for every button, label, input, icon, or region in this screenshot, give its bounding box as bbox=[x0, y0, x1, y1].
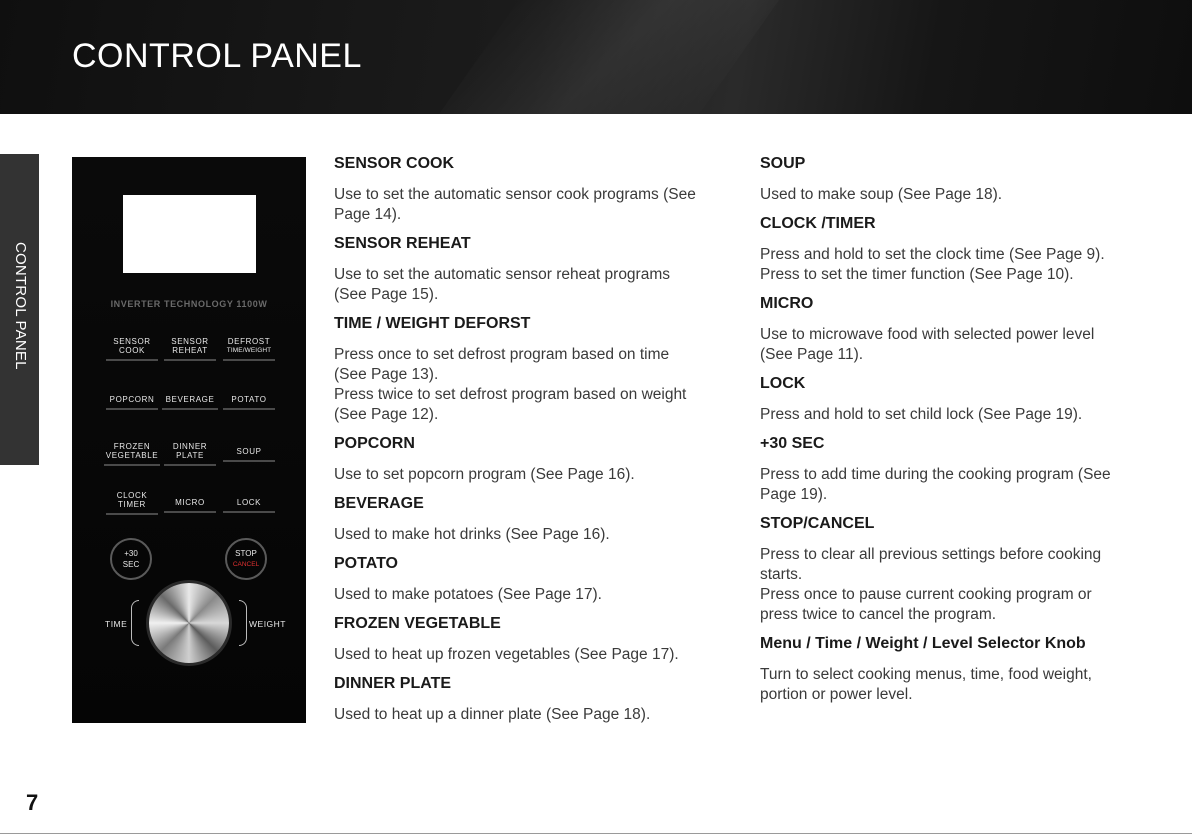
panel-button-line: DINNER bbox=[172, 442, 208, 451]
panel-button-line: TIMER bbox=[118, 500, 146, 509]
entry-title: BEVERAGE bbox=[334, 495, 424, 512]
panel-button-line: LOCK bbox=[236, 498, 262, 507]
entry-body: Press to clear all previous settings before cooking starts. Press once to pause current cooking program or press twice to cancel the program. bbox=[760, 546, 1102, 623]
entry-title: SENSOR COOK bbox=[334, 155, 455, 172]
panel-button-line: SOUP bbox=[236, 447, 262, 456]
knob-bracket-right bbox=[239, 600, 247, 646]
panel-button-line: MICRO bbox=[175, 498, 205, 507]
entry-body: Used to heat up frozen vegetables (See Page 17). bbox=[334, 646, 679, 663]
page-title: CONTROL PANEL bbox=[72, 37, 362, 75]
entry-title: SENSOR REHEAT bbox=[334, 235, 471, 252]
panel-button-soup bbox=[221, 447, 277, 456]
entry-body: Used to make hot drinks (See Page 16). bbox=[334, 526, 610, 543]
panel-button-lock bbox=[221, 498, 277, 507]
entry-title: DINNER PLATE bbox=[334, 675, 452, 692]
page-number: 7 bbox=[26, 790, 39, 815]
panel-button-line: DEFROST bbox=[227, 337, 271, 346]
panel-button-line: FROZEN bbox=[113, 442, 151, 451]
control-panel-illustration bbox=[72, 157, 306, 723]
entry-body: Use to microwave food with selected power level (See Page 11). bbox=[760, 326, 1095, 363]
entry-title: Menu / Time / Weight / Level Selector Knob bbox=[760, 635, 1086, 652]
panel-button-sensor-cook bbox=[104, 337, 160, 355]
knob-weight-label: WEIGHT bbox=[249, 619, 286, 629]
entry-body: Press once to set defrost program based on time (See Page 13). Press twice to set defrost program based on weight (See Page 12). bbox=[334, 346, 687, 423]
panel-button-line: POPCORN bbox=[109, 395, 155, 404]
entry-title: MICRO bbox=[760, 295, 814, 312]
entry-body: Turn to select cooking menus, time, food weight, portion or power level. bbox=[760, 666, 1092, 703]
panel-button-line: VEGETABLE bbox=[105, 451, 159, 460]
panel-button-dinner-plate bbox=[162, 442, 218, 460]
entry-body: Used to make potatoes (See Page 17). bbox=[334, 586, 602, 603]
entry-title: +30 SEC bbox=[760, 435, 825, 452]
inverter-label: INVERTER TECHNOLOGY 1100W bbox=[110, 299, 268, 309]
entry-body: Use to set popcorn program (See Page 16). bbox=[334, 466, 635, 483]
bottom-divider bbox=[0, 833, 1192, 834]
panel-button-line: POTATO bbox=[231, 395, 267, 404]
panel-button-popcorn bbox=[104, 395, 160, 404]
panel-button-clock-timer bbox=[104, 491, 160, 509]
panel-button-line: REHEAT bbox=[172, 346, 208, 355]
panel-button-micro bbox=[162, 498, 218, 507]
round-button-line: SEC bbox=[122, 560, 140, 569]
panel-button-line: BEVERAGE bbox=[165, 395, 215, 404]
panel-button-defrost bbox=[221, 337, 277, 355]
entry-title: FROZEN VEGETABLE bbox=[334, 615, 501, 632]
entry-title: CLOCK /TIMER bbox=[760, 215, 876, 232]
panel-button-line: CLOCK bbox=[116, 491, 148, 500]
panel-button-beverage bbox=[160, 395, 220, 404]
entry-body: Press to add time during the cooking program (See Page 19). bbox=[760, 466, 1111, 503]
entry-title: LOCK bbox=[760, 375, 806, 392]
selector-knob bbox=[149, 583, 229, 663]
entry-body: Press and hold to set the clock time (See Page 9). Press to set the timer function (See Page 10). bbox=[760, 246, 1105, 283]
panel-button-potato bbox=[221, 395, 277, 404]
page-header bbox=[0, 0, 1192, 114]
entry-body: Use to set the automatic sensor reheat programs (See Page 15). bbox=[334, 266, 670, 303]
entry-title: TIME / WEIGHT DEFORST bbox=[334, 315, 531, 332]
panel-button-line: SENSOR bbox=[113, 337, 151, 346]
stop-cancel-button bbox=[225, 538, 267, 580]
entry-body: Press and hold to set child lock (See Page 19). bbox=[760, 406, 1083, 423]
display-window bbox=[123, 195, 256, 273]
panel-button-line: PLATE bbox=[176, 451, 204, 460]
panel-button-sensor-reheat bbox=[162, 337, 218, 355]
entry-title: POTATO bbox=[334, 555, 398, 572]
panel-button-line: COOK bbox=[119, 346, 145, 355]
round-button-line: STOP bbox=[235, 549, 257, 558]
round-button-line: CANCEL bbox=[232, 561, 260, 568]
panel-button-line: SENSOR bbox=[171, 337, 209, 346]
panel-button-frozen-vegetable bbox=[102, 442, 162, 460]
side-tab-label: CONTROL PANEL bbox=[12, 242, 29, 370]
panel-button-line: TIME/WEIGHT bbox=[226, 347, 272, 354]
round-button-line: +30 bbox=[124, 549, 138, 558]
entry-body: Used to make soup (See Page 18). bbox=[760, 186, 1003, 203]
entry-title: POPCORN bbox=[334, 435, 415, 452]
entry-title: STOP/CANCEL bbox=[760, 515, 875, 532]
plus-30-sec-button bbox=[110, 538, 152, 580]
description-column-2 bbox=[760, 155, 1160, 715]
knob-time-label: TIME bbox=[105, 619, 128, 629]
description-column-1 bbox=[334, 155, 734, 735]
entry-body: Used to heat up a dinner plate (See Page 18). bbox=[334, 706, 651, 723]
entry-title: SOUP bbox=[760, 155, 806, 172]
entry-body: Use to set the automatic sensor cook programs (See Page 14). bbox=[334, 186, 696, 223]
knob-bracket-left bbox=[131, 600, 139, 646]
